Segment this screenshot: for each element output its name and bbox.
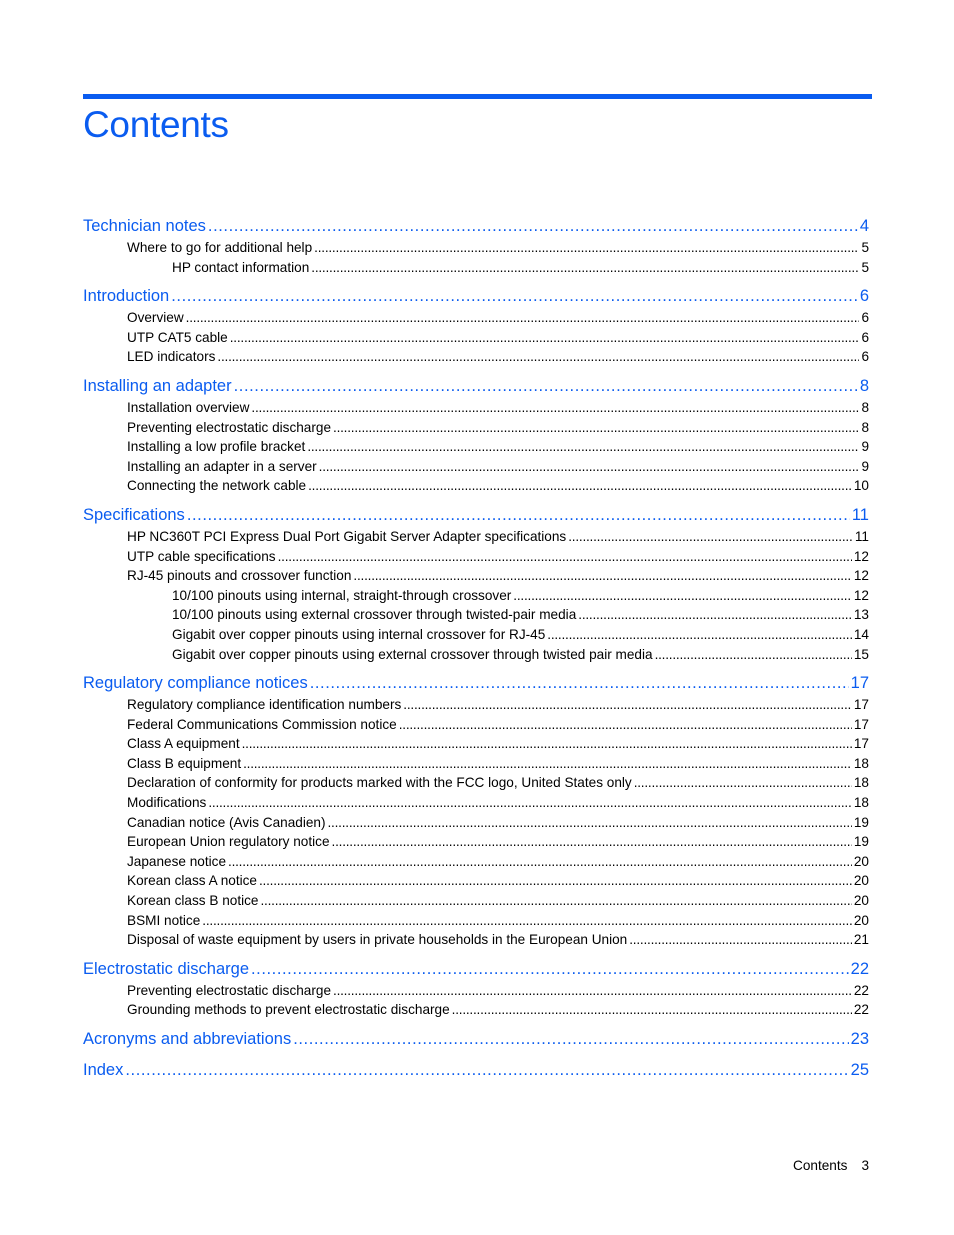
dot-leader: [217, 347, 859, 367]
toc-entry-page-number: 12: [853, 587, 869, 603]
toc-entry-title: Korean class B notice: [127, 893, 259, 909]
toc-entry-title: Overview: [127, 310, 184, 326]
toc-entry-page-number: 8: [861, 419, 869, 435]
dot-leader: [202, 911, 852, 931]
toc-entry-title: HP NC360T PCI Express Dual Port Gigabit Server Adapter specifications: [127, 528, 567, 544]
dot-leader: [230, 328, 860, 348]
dot-leader: [310, 671, 849, 695]
toc-entry-title: Electrostatic discharge: [83, 959, 249, 978]
toc-section-entry[interactable]: [83, 773, 869, 793]
toc-entry-title: UTP cable specifications: [127, 548, 276, 564]
toc-entry-page-number: 19: [853, 814, 869, 830]
toc-chapter-entry[interactable]: [83, 214, 869, 238]
toc-entry-title: Regulatory compliance notices: [83, 674, 308, 693]
toc-entry-title: Canadian notice (Avis Canadien): [127, 814, 326, 830]
toc-entry-title: Introduction: [83, 287, 170, 306]
toc-entry-title: Japanese notice: [127, 853, 227, 869]
toc-section-entry[interactable]: [83, 328, 869, 348]
toc-entry-page-number: 20: [853, 873, 869, 889]
toc-entry-title: Acronyms and abbreviations: [83, 1030, 292, 1048]
dot-leader: [353, 566, 851, 586]
toc-entry-title: Disposal of waste equipment by users in private households in the European Union: [127, 932, 628, 948]
toc-entry-page-number: 8: [859, 376, 869, 395]
toc-entry-page-number: 10: [853, 478, 869, 494]
toc-entry-page-number: 11: [851, 505, 869, 524]
page-title: Contents: [83, 104, 229, 145]
dot-leader: [399, 715, 852, 735]
toc-section-entry[interactable]: [83, 1000, 869, 1020]
toc-chapter-entry[interactable]: [83, 957, 869, 981]
toc-entry-title: BSMI notice: [127, 912, 201, 928]
toc-section-entry[interactable]: [83, 437, 869, 457]
table-of-contents: [83, 214, 869, 1082]
toc-chapter-entry[interactable]: [83, 1027, 869, 1051]
toc-section-entry[interactable]: [83, 398, 869, 418]
toc-entry-page-number: 22: [853, 1002, 869, 1018]
dot-leader: [251, 957, 849, 981]
toc-section-entry[interactable]: [83, 547, 869, 567]
toc-chapter-entry[interactable]: [83, 503, 869, 527]
dot-leader: [319, 457, 860, 477]
toc-entry-title: UTP CAT5 cable: [127, 329, 228, 345]
toc-chapter-entry[interactable]: [83, 284, 869, 308]
toc-entry-page-number: 18: [853, 755, 869, 771]
dot-leader: [311, 258, 859, 278]
toc-section-entry[interactable]: [83, 645, 869, 665]
toc-entry-title: 10/100 pinouts using internal, straight-through crossover: [172, 587, 512, 603]
dot-leader: [243, 754, 852, 774]
toc-entry-title: RJ-45 pinouts and crossover function: [127, 568, 352, 584]
toc-entry-title: Class B equipment: [127, 755, 242, 771]
toc-entry-title: European Union regulatory notice: [127, 834, 330, 850]
toc-entry-title: Specifications: [83, 505, 185, 524]
dot-leader: [278, 547, 852, 567]
toc-section-entry[interactable]: [83, 238, 869, 258]
dot-leader: [308, 476, 852, 496]
toc-entry-page-number: 18: [853, 775, 869, 791]
toc-entry-page-number: 25: [850, 1061, 869, 1079]
toc-entry-page-number: 6: [861, 329, 869, 345]
toc-entry-title: Technician notes: [83, 217, 206, 235]
toc-entry-title: Federal Communications Commission notice: [127, 716, 397, 732]
toc-section-entry[interactable]: [83, 793, 869, 813]
toc-section-entry[interactable]: [83, 566, 869, 586]
toc-entry-page-number: 17: [853, 716, 869, 732]
toc-entry-title: Grounding methods to prevent electrostatic discharge: [127, 1002, 450, 1018]
toc-entry-page-number: 20: [853, 912, 869, 928]
dot-leader: [578, 605, 852, 625]
dot-leader: [234, 374, 858, 398]
toc-entry-page-number: 22: [850, 959, 869, 978]
dot-leader: [208, 214, 858, 238]
dot-leader: [452, 1000, 852, 1020]
toc-section-entry[interactable]: [83, 734, 869, 754]
dot-leader: [403, 695, 852, 715]
toc-section-entry[interactable]: [83, 605, 869, 625]
toc-entry-page-number: 12: [853, 568, 869, 584]
dot-leader: [333, 981, 852, 1001]
toc-section-entry[interactable]: [83, 754, 869, 774]
dot-leader: [186, 308, 860, 328]
dot-leader: [242, 734, 852, 754]
toc-entry-title: Korean class A notice: [127, 873, 257, 889]
toc-entry-title: Preventing electrostatic discharge: [127, 419, 332, 435]
toc-entry-page-number: 20: [853, 853, 869, 869]
toc-entry-page-number: 5: [861, 240, 869, 255]
toc-section-entry[interactable]: [83, 308, 869, 328]
dot-leader: [332, 832, 852, 852]
toc-entry-title: 10/100 pinouts using external crossover through twisted-pair media: [172, 607, 577, 623]
toc-entry-title: HP contact information: [172, 259, 310, 275]
toc-entry-page-number: 20: [853, 893, 869, 909]
footer-page-number: 3: [861, 1158, 869, 1173]
toc-entry-title: Modifications: [127, 795, 207, 811]
dot-leader: [208, 793, 852, 813]
toc-entry-title: Preventing electrostatic discharge: [127, 982, 332, 998]
toc-entry-page-number: 4: [859, 217, 869, 235]
toc-section-entry[interactable]: [83, 625, 869, 645]
dot-leader: [307, 437, 859, 457]
dot-leader: [314, 238, 859, 258]
dot-leader: [328, 813, 852, 833]
toc-section-entry[interactable]: [83, 347, 869, 367]
toc-section-entry[interactable]: [83, 981, 869, 1001]
toc-entry-page-number: 22: [853, 982, 869, 998]
toc-section-entry[interactable]: [83, 457, 869, 477]
title-rule: [83, 94, 872, 99]
dot-leader: [629, 930, 852, 950]
page-footer: [793, 1158, 869, 1173]
toc-section-entry[interactable]: [83, 476, 869, 496]
toc-entry-page-number: 17: [853, 736, 869, 752]
dot-leader: [655, 645, 852, 665]
dot-leader: [251, 398, 859, 418]
dot-leader: [187, 503, 850, 527]
toc-entry-page-number: 17: [850, 674, 869, 693]
toc-section-entry[interactable]: [83, 852, 869, 872]
toc-section-entry[interactable]: [83, 911, 869, 931]
toc-section-entry[interactable]: [83, 871, 869, 891]
toc-entry-page-number: 15: [853, 646, 869, 662]
dot-leader: [171, 284, 858, 308]
toc-entry-title: Declaration of conformity for products marked with the FCC logo, United States only: [127, 775, 632, 791]
toc-entry-title: Gigabit over copper pinouts using external crossover through twisted pair media: [172, 646, 653, 662]
dot-leader: [293, 1027, 848, 1051]
toc-entry-page-number: 8: [861, 399, 869, 415]
toc-entry-page-number: 6: [859, 287, 869, 306]
toc-section-entry[interactable]: [83, 695, 869, 715]
toc-entry-page-number: 21: [853, 932, 869, 948]
toc-entry-page-number: 12: [853, 548, 869, 564]
dot-leader: [634, 773, 852, 793]
toc-entry-title: Index: [83, 1061, 124, 1079]
dot-leader: [228, 852, 852, 872]
toc-entry-title: Installing an adapter in a server: [127, 458, 317, 474]
toc-entry-page-number: 9: [861, 458, 869, 474]
dot-leader: [259, 871, 852, 891]
toc-section-entry[interactable]: [83, 258, 869, 278]
toc-chapter-entry[interactable]: [83, 671, 869, 695]
toc-section-entry[interactable]: [83, 586, 869, 606]
toc-section-entry[interactable]: [83, 832, 869, 852]
dot-leader: [513, 586, 852, 606]
toc-entry-title: Connecting the network cable: [127, 478, 307, 494]
toc-section-entry[interactable]: [83, 813, 869, 833]
toc-entry-page-number: 5: [861, 259, 869, 275]
toc-section-entry[interactable]: [83, 418, 869, 438]
toc-section-entry[interactable]: [83, 891, 869, 911]
toc-section-entry[interactable]: [83, 930, 869, 950]
toc-section-entry[interactable]: [83, 715, 869, 735]
toc-chapter-entry[interactable]: [83, 374, 869, 398]
toc-entry-page-number: 11: [854, 528, 869, 544]
toc-entry-page-number: 9: [861, 439, 869, 455]
toc-chapter-entry[interactable]: [83, 1058, 869, 1082]
toc-entry-page-number: 23: [850, 1030, 869, 1048]
toc-entry-title: Gigabit over copper pinouts using internal crossover for RJ-45: [172, 626, 546, 642]
toc-entry-title: Where to go for additional help: [127, 240, 313, 255]
toc-entry-title: Installation overview: [127, 399, 250, 415]
toc-entry-title: LED indicators: [127, 349, 216, 365]
toc-entry-title: Class A equipment: [127, 736, 240, 752]
toc-entry-page-number: 19: [853, 834, 869, 850]
toc-entry-page-number: 14: [853, 626, 869, 642]
toc-entry-page-number: 13: [853, 607, 869, 623]
dot-leader: [547, 625, 852, 645]
dot-leader: [125, 1058, 848, 1082]
toc-entry-page-number: 6: [861, 349, 869, 365]
dot-leader: [333, 418, 859, 438]
footer-section-label: Contents: [793, 1158, 848, 1173]
dot-leader: [260, 891, 851, 911]
toc-section-entry[interactable]: [83, 527, 869, 547]
dot-leader: [568, 527, 853, 547]
toc-entry-title: Installing an adapter: [83, 376, 232, 395]
toc-entry-page-number: 17: [853, 697, 869, 713]
toc-entry-page-number: 18: [853, 795, 869, 811]
toc-entry-title: Regulatory compliance identification numbers: [127, 697, 402, 713]
toc-entry-page-number: 6: [861, 310, 869, 326]
toc-entry-title: Installing a low profile bracket: [127, 439, 306, 455]
